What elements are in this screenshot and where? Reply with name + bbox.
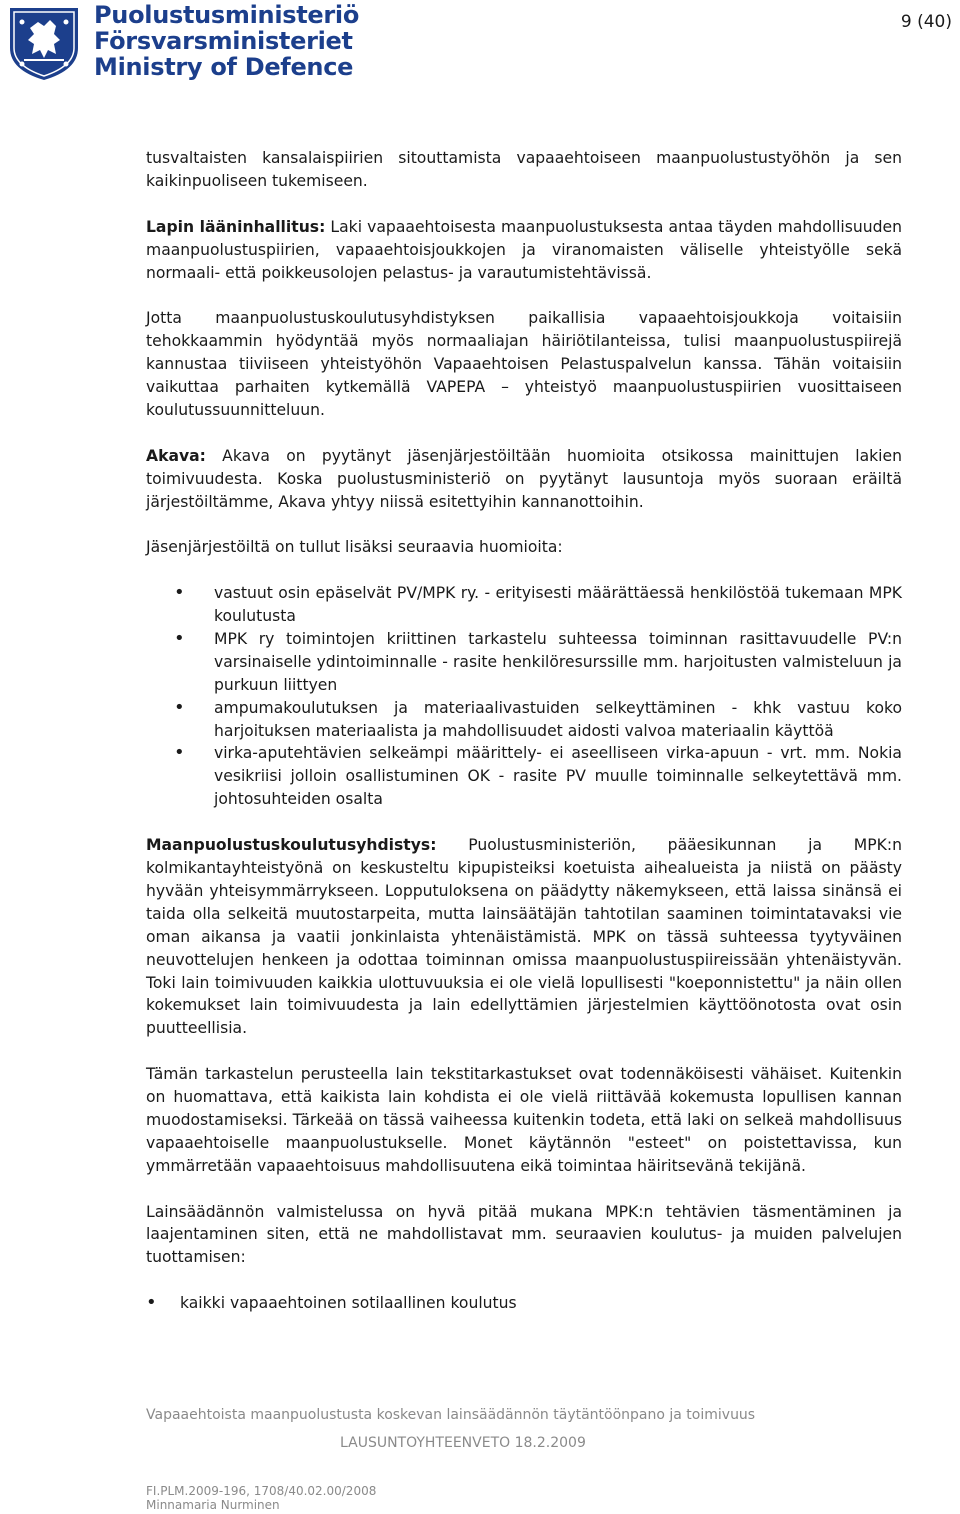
paragraph-lead: Maanpuolustuskoulutusyhdistys: — [146, 836, 437, 855]
paragraph-akava — [146, 445, 902, 514]
paragraph-text: Laki vapaaehtoisesta maanpuolustuksesta antaa täyden mahdollisuuden maanpuolustuspiirien, vapaaehtoisjoukkojen ja viranomaisten väliselle yhteistyölle sekä normaali- että poikkeusolojen pelastus- ja varautumistehtävissä. — [146, 217, 902, 282]
paragraph-text: Akava on pyytänyt jäsenjärjestöiltään huomioita otsikossa mainittujen lakien toimivuudesta. Koska puolustusministeriö on pyytänyt lausuntoja myös suoraan eräiltä järjestöiltämme, Akava yhtyy niissä esitettyihin kannanottoihin. — [146, 446, 902, 511]
ministry-name-en: Ministry of Defence — [94, 53, 354, 81]
paragraph-text: Puolustusministeriön, pääesikunnan ja MPK:n kolmikantayhteistyönä on keskusteltu kipupisteiksi koetuista aihealueista ja niistä on päästy hyvään yhteisymmärrykseen. Lopputuloksena on päädytty näkemykseen, että laissa sinänsä ei taida olla selkeitä muutostarpeita, mutta lainsäätäjän tahtotilan saaminen toimintatavaksi vie oman aikansa ja vaatii jonkinlaista yhtenäistämistä. MPK on tässä suhteessa tyytyväinen neuvottelujen henkeen ja odottaa toiminnan omissa maanpuolustuspiireissään yhtenäistyvän. Toki lain toimivuuden kaikkia ulottuvuuksia ei ole vielä lopullisesti "koeponnistettu" ja näin ollen kokemukset lain toimivuudesta ja lain edellyttämien järjestelmien käyttöönotosta ovat osin puutteellisia. — [146, 836, 902, 1038]
page-header — [0, 0, 960, 90]
paragraph-lead: Akava: — [146, 446, 206, 465]
list-item: • virka-aputehtävien selkeämpi määrittely- ei aseelliseen virka-apuun - vrt. mm. Nokia vesikriisi jolloin osallistuminen OK - rasite PV muulle toiminnalle selkeytettävä mm. johtosuhteiden osalta — [146, 742, 902, 811]
ministry-name-sv: Försvarsministeriet — [94, 27, 353, 55]
bullet-list — [146, 582, 902, 811]
document-body — [146, 147, 902, 1315]
footer-title: Vapaaehtoista maanpuolustusta koskevan lainsäädännön täytäntöönpano ja toimivuus — [146, 1407, 756, 1423]
bullet-list-2 — [146, 1292, 902, 1315]
paragraph-lead: Lapin lääninhallitus: — [146, 217, 326, 236]
page-number: 9 (40) — [900, 12, 952, 32]
paragraph-lapin-laaninhallitus — [146, 216, 902, 285]
paragraph-3: Jotta maanpuolustuskoulutusyhdistyksen paikallisia vapaaehtoisjoukkoja voitaisiin tehokkaammin hyödyntää myös normaaliajan häiriötilanteissa, tulisi maanpuolustuspiirejä kannustaa tiiviiseen yhteistyöhön Vapaaehtoisen Pelastuspalvelun kanssa. Tähän voitaisiin vaikuttaa parhaiten kytkemällä VAPEPA – yhteistyö maanpuolustuspiirien vuosittaiseen koulutussuunnitteluun. — [146, 309, 902, 419]
list-item: • ampumakoulutuksen ja materiaalivastuiden selkeyttäminen - khk vastuu koko harjoituksen materiaalista ja mahdollisuudet aidosti valvoa materiaalin käyttöä — [146, 697, 902, 743]
paragraph-5: Jäsenjärjestöiltä on tullut lisäksi seuraavia huomioita: — [146, 538, 563, 557]
list-item: • MPK ry toimintojen kriittinen tarkastelu suhteessa toiminnan rasittavuudelle PV:n varsinaiselle ydintoiminnalle - rasite henkilöresurssille mm. harjoitusten valmisteluun ja purkuun liittyen — [146, 628, 902, 697]
footer-reference — [146, 1484, 376, 1512]
paragraph-8: Lainsäädännön valmistelussa on hyvä pitää mukana MPK:n tehtävien täsmentäminen ja laajentaminen siten, että ne mahdollistavat mm. seuraavien koulutus- ja muiden palvelujen tuottamisen: — [146, 1202, 902, 1267]
paragraph-7: Tämän tarkastelun perusteella lain tekstitarkastukset ovat todennäköisesti vähäiset. Kuitenkin on huomattava, että kaikista lain kohdista ei ole vielä riittävää kokemusta lopullisen kannan muodostamiseksi. Tärkeää on tässä vaiheessa kuitenkin todeta, että laki on selkeä mahdollisuus vapaaehtoiselle maanpuolustukselle. Monet käytännön "esteet" on poistettavissa, kun ymmärretään vapaaehtoisuus mahdollisuutena eikä toimintaa häiritsevänä tekijänä. — [146, 1065, 902, 1175]
paragraph-1: tusvaltaisten kansalaispiirien sitouttamista vapaaehtoiseen maanpuolustustyöhön ja sen kaikinpuoliseen tukemiseen. — [146, 149, 902, 190]
list-item: • vastuut osin epäselvät PV/MPK ry. - erityisesti määrättäessä henkilöstöä tukemaan MPK koulutusta — [146, 582, 902, 628]
paragraph-mpk — [146, 834, 902, 1040]
list-item: • kaikki vapaaehtoinen sotilaallinen koulutus — [146, 1292, 902, 1315]
ministry-name-fi: Puolustusministeriö — [94, 1, 360, 29]
footer-subtitle: LAUSUNTOYHTEENVETO 18.2.2009 — [340, 1435, 586, 1451]
footer-ref-number: FI.PLM.2009-196, 1708/40.02.00/2008 — [146, 1484, 377, 1498]
ministry-crest-logo — [4, 4, 84, 82]
ministry-name — [94, 2, 359, 80]
footer-author: Minnamaria Nurminen — [146, 1498, 280, 1512]
